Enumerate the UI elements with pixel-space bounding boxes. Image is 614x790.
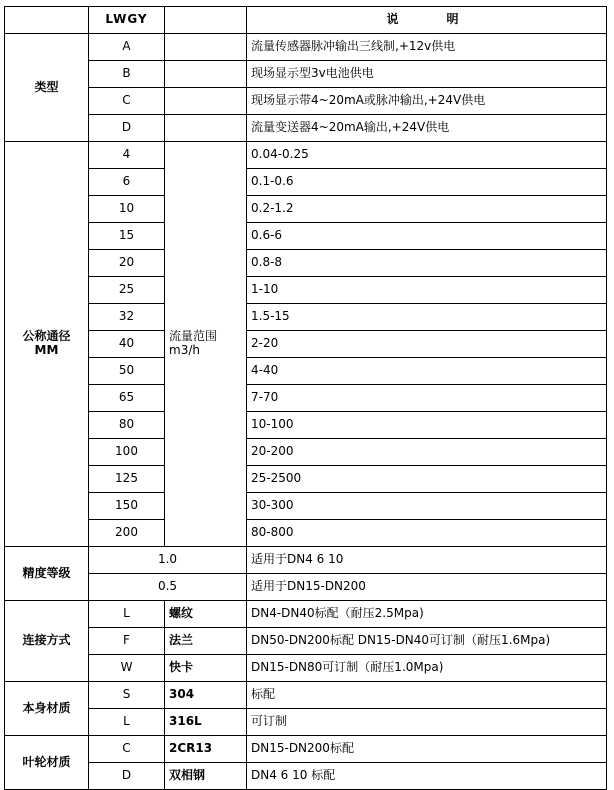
- desc-cell: 标配: [247, 682, 607, 709]
- type-cell: 快卡: [165, 655, 247, 682]
- table-row: [5, 277, 607, 304]
- desc-cell: 0.8-8: [247, 250, 607, 277]
- section-label-connection: 连接方式: [5, 601, 89, 682]
- code-cell: 10: [89, 196, 165, 223]
- code-cell: 50: [89, 358, 165, 385]
- code-cell: L: [89, 601, 165, 628]
- type-cell: 法兰: [165, 628, 247, 655]
- desc-cell: 0.1-0.6: [247, 169, 607, 196]
- table-row: [5, 196, 607, 223]
- desc-cell: 0.2-1.2: [247, 196, 607, 223]
- desc-cell: 适用于DN15-DN200: [247, 574, 607, 601]
- section-label-accuracy: 精度等级: [5, 547, 89, 601]
- section-label-line1: 公称通径: [22, 329, 71, 344]
- table-row: [5, 682, 607, 709]
- desc-cell: DN50-DN200标配 DN15-DN40可订制（耐压1.6Mpa): [247, 628, 607, 655]
- code-cell: S: [89, 682, 165, 709]
- table-row: [5, 736, 607, 763]
- table-header-row: [5, 7, 607, 34]
- type-cell: [165, 115, 247, 142]
- type-cell: 304: [165, 682, 247, 709]
- table-row: [5, 223, 607, 250]
- code-cell: C: [89, 88, 165, 115]
- desc-cell: 现场显示带4~20mA或脉冲输出,+24V供电: [247, 88, 607, 115]
- code-cell: 100: [89, 439, 165, 466]
- table-row: [5, 142, 607, 169]
- code-cell: 200: [89, 520, 165, 547]
- section-label-type: 类型: [5, 34, 89, 142]
- section-label-nominal-diameter: [5, 142, 89, 547]
- code-cell: 4: [89, 142, 165, 169]
- code-cell: 80: [89, 412, 165, 439]
- desc-cell: DN15-DN200标配: [247, 736, 607, 763]
- code-cell: 32: [89, 304, 165, 331]
- desc-cell: 10-100: [247, 412, 607, 439]
- table-row: [5, 331, 607, 358]
- table-row: [5, 574, 607, 601]
- table-row: [5, 439, 607, 466]
- section-label-impeller-material: 叶轮材质: [5, 736, 89, 790]
- desc-cell: 流量变送器4~20mA输出,+24V供电: [247, 115, 607, 142]
- code-cell: F: [89, 628, 165, 655]
- table-row: [5, 61, 607, 88]
- type-cell: 316L: [165, 709, 247, 736]
- desc-cell: DN15-DN80可订制（耐压1.0Mpa): [247, 655, 607, 682]
- code-cell: 65: [89, 385, 165, 412]
- desc-cell: 4-40: [247, 358, 607, 385]
- type-cell: 2CR13: [165, 736, 247, 763]
- flow-range-label-line1: 流量范围: [169, 329, 218, 344]
- desc-cell: 0.04-0.25: [247, 142, 607, 169]
- type-cell: 螺纹: [165, 601, 247, 628]
- table-row: [5, 709, 607, 736]
- desc-cell: 1.5-15: [247, 304, 607, 331]
- header-cell-description: 说 明: [247, 7, 607, 34]
- code-cell: D: [89, 115, 165, 142]
- table-row: [5, 304, 607, 331]
- desc-cell: 80-800: [247, 520, 607, 547]
- table-row: [5, 169, 607, 196]
- code-cell: 15: [89, 223, 165, 250]
- table-row: [5, 250, 607, 277]
- desc-cell: 2-20: [247, 331, 607, 358]
- code-cell: 40: [89, 331, 165, 358]
- code-cell: 0.5: [89, 574, 247, 601]
- flow-range-label-line2: m3/h: [169, 343, 200, 357]
- header-cell-blank2: [165, 7, 247, 34]
- section-label-line2: MM: [34, 343, 59, 357]
- table-row: [5, 115, 607, 142]
- type-cell: 双相钢: [165, 763, 247, 790]
- type-cell: [165, 34, 247, 61]
- desc-cell: 25-2500: [247, 466, 607, 493]
- code-cell: 1.0: [89, 547, 247, 574]
- code-cell: 150: [89, 493, 165, 520]
- desc-cell: DN4 6 10 标配: [247, 763, 607, 790]
- desc-cell: 适用于DN4 6 10: [247, 547, 607, 574]
- table-row: [5, 385, 607, 412]
- table-row: [5, 466, 607, 493]
- desc-cell: 现场显示型3v电池供电: [247, 61, 607, 88]
- type-cell: [165, 61, 247, 88]
- table-row: [5, 412, 607, 439]
- table-row: [5, 34, 607, 61]
- section-label-body-material: 本身材质: [5, 682, 89, 736]
- code-cell: 25: [89, 277, 165, 304]
- desc-cell: 20-200: [247, 439, 607, 466]
- desc-cell: 1-10: [247, 277, 607, 304]
- header-cell-blank: [5, 7, 89, 34]
- specification-table: [4, 6, 607, 790]
- table-row: [5, 520, 607, 547]
- code-cell: L: [89, 709, 165, 736]
- type-cell: [165, 88, 247, 115]
- table-row: [5, 358, 607, 385]
- desc-cell: 7-70: [247, 385, 607, 412]
- table-row: [5, 655, 607, 682]
- code-cell: C: [89, 736, 165, 763]
- table-row: [5, 88, 607, 115]
- desc-cell: 可订制: [247, 709, 607, 736]
- code-cell: W: [89, 655, 165, 682]
- desc-cell: 0.6-6: [247, 223, 607, 250]
- code-cell: 20: [89, 250, 165, 277]
- table-row: [5, 601, 607, 628]
- table-row: [5, 493, 607, 520]
- desc-cell: 30-300: [247, 493, 607, 520]
- header-cell-model: LWGY: [89, 7, 165, 34]
- code-cell: A: [89, 34, 165, 61]
- table-row: [5, 547, 607, 574]
- code-cell: 125: [89, 466, 165, 493]
- desc-cell: 流量传感器脉冲输出三线制,+12v供电: [247, 34, 607, 61]
- code-cell: 6: [89, 169, 165, 196]
- desc-cell: DN4-DN40标配（耐压2.5Mpa): [247, 601, 607, 628]
- code-cell: D: [89, 763, 165, 790]
- code-cell: B: [89, 61, 165, 88]
- table-row: [5, 628, 607, 655]
- flow-range-label: [165, 142, 247, 547]
- table-row: [5, 763, 607, 790]
